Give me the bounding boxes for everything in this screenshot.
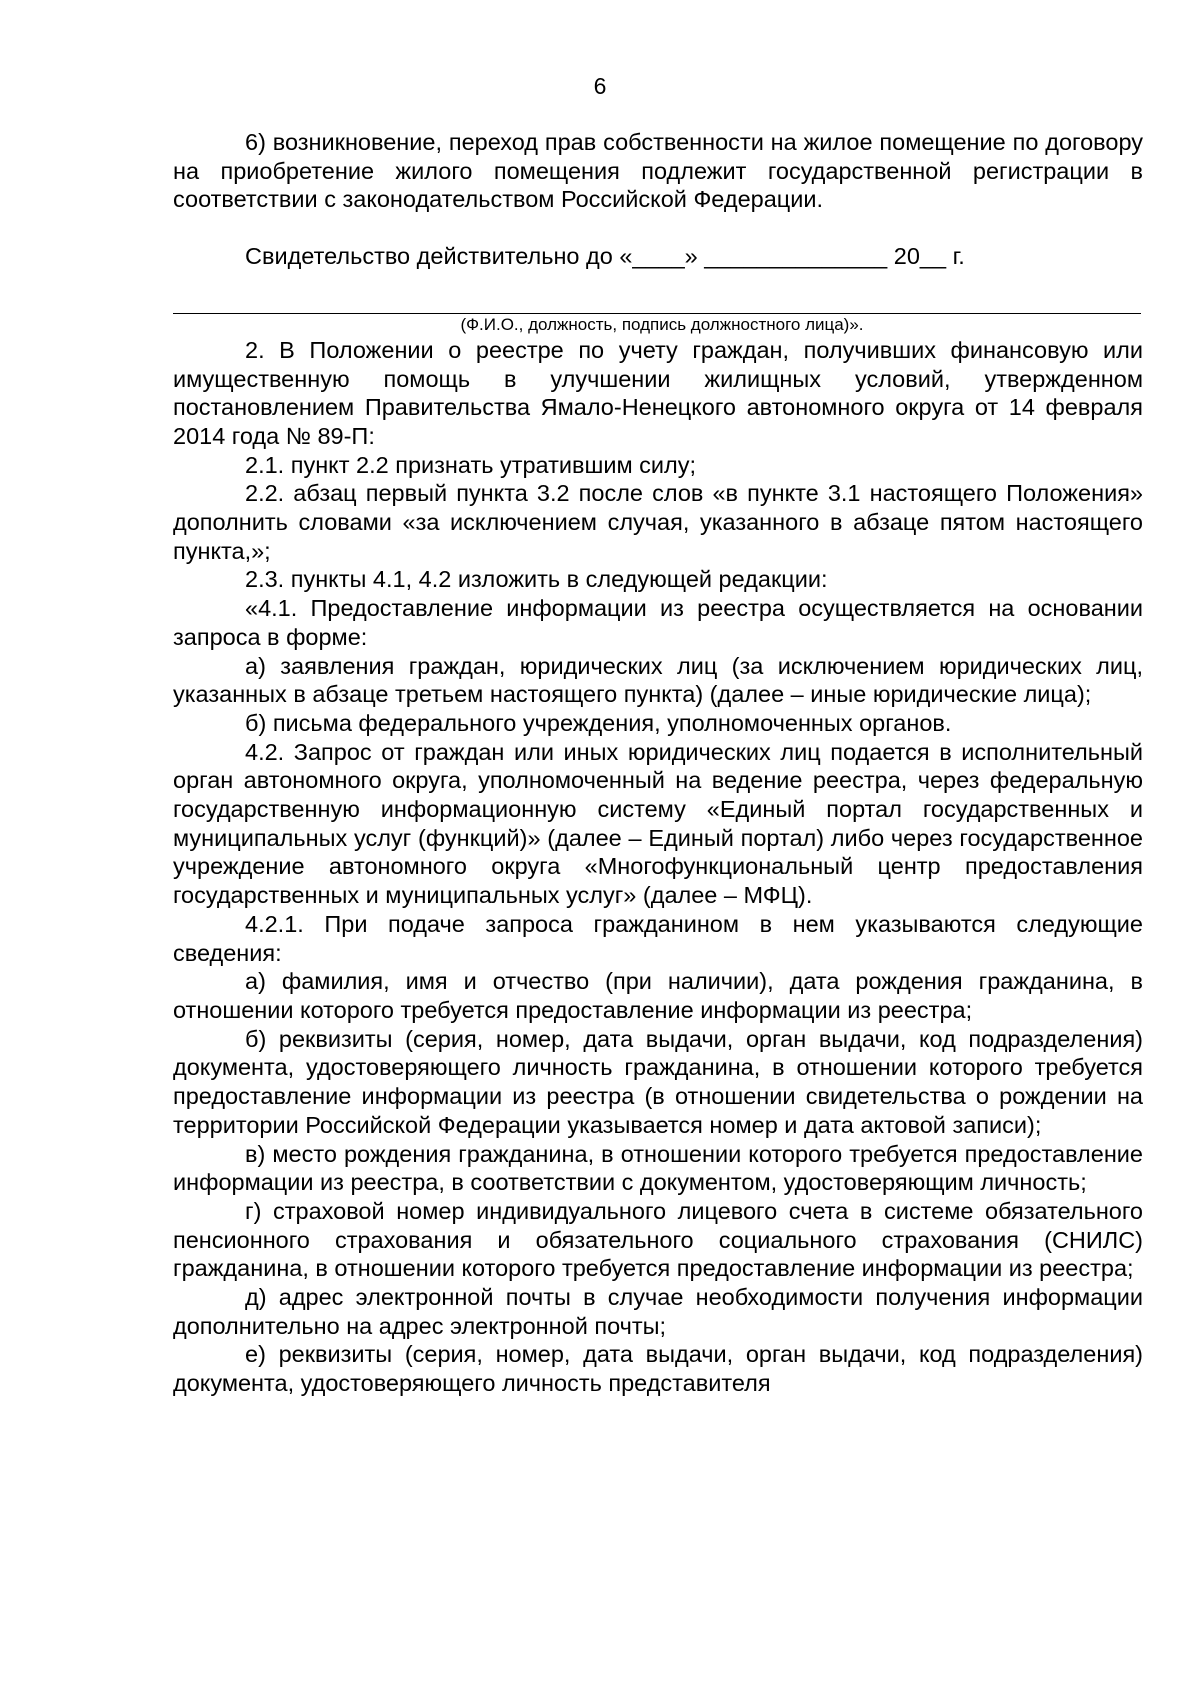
paragraph-4-2-1-b: б) реквизиты (серия, номер, дата выдачи, орган выдачи, код подразделения) документа, удостоверяющего личность гражданина, в отношении которого требуется предоставление информации из реестра (в отношении свидетельства о рождении на территории Российской Федерации указывается номер и дата актовой записи);	[173, 1025, 1143, 1138]
paragraph-ownership-registration: 6) возникновение, переход прав собственности на жилое помещение по договору на приобретение жилого помещения подлежит государственной регистрации в соответствии с законодательством Российской Федерации.	[173, 129, 1143, 213]
paragraph-4-1-a: а) заявления граждан, юридических лиц (за исключением юридических лиц, указанных в абзаце третьем настоящего пункта) (далее – иные юридические лица);	[173, 652, 1143, 708]
paragraph-4-2-1-e: е) реквизиты (серия, номер, дата выдачи, орган выдачи, код подразделения) документа, удостоверяющего личность представителя	[173, 1341, 1143, 1397]
paragraph-4-2: 4.2. Запрос от граждан или иных юридических лиц подается в исполнительный орган автономного округа, уполномоченный на ведение реестра, через федеральную государственную информационную систему «Единый портал государственных и муниципальных услуг (функций)» (далее – Единый портал) либо через государственное учреждение автономного округа «Многофункциональный центр предоставления государственных и муниципальных услуг» (далее – МФЦ).	[173, 738, 1143, 909]
paragraph-4-2-1-v: в) место рождения гражданина, в отношении которого требуется предоставление информации из реестра, в соответствии с документом, удостоверяющим личность;	[173, 1140, 1143, 1196]
page-number: 6	[593, 73, 607, 99]
paragraph-2-2: 2.2. абзац первый пункта 3.2 после слов «в пункте 3.1 настоящего Положения» дополнить словами «за исключением случая, указанного в абзаце пятом настоящего пункта,»;	[173, 480, 1143, 564]
signature-caption: (Ф.И.О., должность, подпись должностного лица)».	[460, 314, 864, 334]
document-body	[173, 128, 1143, 1398]
paragraph-4-1: «4.1. Предоставление информации из реестра осуществляется на основании запроса в форме:	[173, 595, 1143, 650]
paragraph-2: 2. В Положении о реестре по учету граждан, получивших финансовую или имущественную помощь в улучшении жилищных условий, утвержденном постановлением Правительства Ямало-Ненецкого автономного округа от 14 февраля 2014 года № 89-П:	[173, 336, 1143, 449]
paragraph-4-2-1-g: г) страховой номер индивидуального лицевого счета в системе обязательного пенсионного страхования и обязательного социального страхования (СНИЛС) гражданина, в отношении которого требуется предоставление информации из реестра;	[173, 1197, 1143, 1282]
paragraph-4-2-1: 4.2.1. При подаче запроса гражданином в нем указываются следующие сведения:	[173, 910, 1143, 966]
paragraph-4-2-1-a: а) фамилия, имя и отчество (при наличии), дата рождения гражданина, в отношении которого требуется предоставление информации из реестра;	[173, 968, 1143, 1023]
paragraph-2-3: 2.3. пункты 4.1, 4.2 изложить в следующей редакции:	[245, 566, 828, 593]
certificate-validity-line: Свидетельство действительно до «____» ______________ 20__ г.	[245, 243, 965, 270]
paragraph-4-2-1-d: д) адрес электронной почты в случае необходимости получения информации дополнительно на адрес электронной почты;	[173, 1284, 1143, 1339]
paragraph-2-1: 2.1. пункт 2.2 признать утратившим силу;	[245, 451, 697, 478]
paragraph-4-1-b: б) письма федерального учреждения, уполномоченных органов.	[245, 709, 952, 736]
signature-block	[173, 313, 1141, 336]
